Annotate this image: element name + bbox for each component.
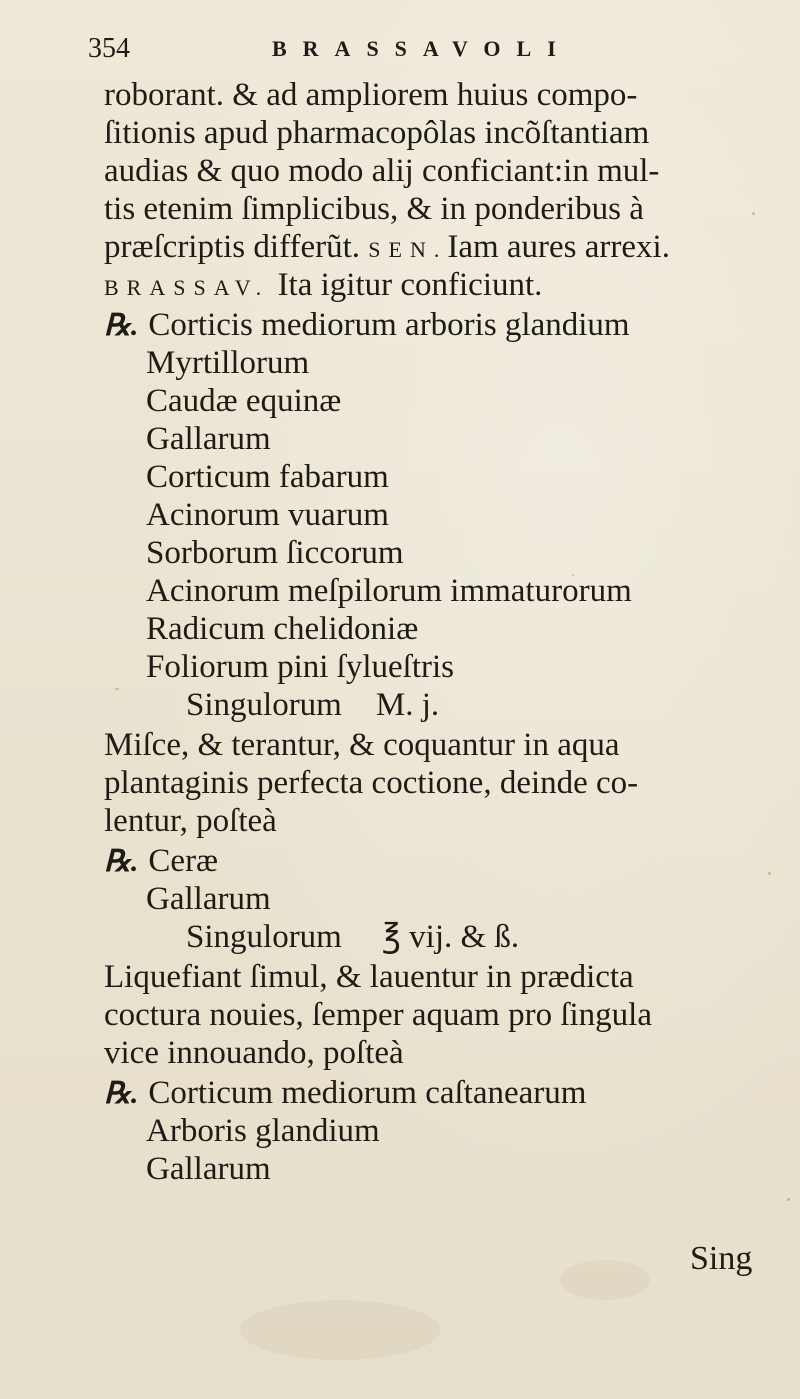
ingredient: Corticis mediorum arboris glandium	[148, 307, 630, 343]
dose-label: Singulorum	[186, 919, 342, 955]
ingredient: Corticum mediorum caſtanearum	[148, 1075, 587, 1111]
dose-label: Singulorum	[186, 687, 342, 723]
ingredient: Caudæ equinæ	[146, 383, 342, 419]
paper-foxing	[560, 1260, 650, 1300]
recipe-line	[104, 306, 630, 344]
text-line: lentur, poſteà	[104, 803, 277, 839]
ingredient: Acinorum vuarum	[146, 497, 389, 533]
ingredient: Ceræ	[148, 843, 219, 879]
running-head: BRASSAVOLI	[272, 36, 572, 61]
catchword: Sing	[690, 1240, 753, 1277]
ingredient: Gallarum	[146, 1151, 271, 1187]
ingredient: Corticum fabarum	[146, 459, 389, 495]
dose-value: ℥ vij. & ß.	[381, 919, 520, 955]
text-line: Miſce, & terantur, & coquantur in aqua	[104, 727, 620, 763]
ingredient: Gallarum	[146, 881, 271, 917]
text-line: tis etenim ſimplicibus, & in ponderibus à	[104, 191, 644, 227]
recipe-icon: ℞.	[104, 845, 139, 878]
ingredient: Acinorum meſpilorum immaturorum	[146, 573, 632, 609]
text-line	[104, 266, 542, 304]
ingredient: Arboris glandium	[146, 1113, 380, 1149]
page-number: 354	[88, 33, 130, 64]
text-line: plantaginis perfecta coctione, deinde co-	[104, 765, 639, 801]
ingredient: Radicum chelidoniæ	[146, 611, 419, 647]
paper-speck	[572, 574, 574, 576]
text-line: ſitionis apud pharmacopôlas incõſtantiam	[104, 115, 650, 151]
paper-speck	[768, 872, 771, 875]
text-fragment: præſcriptis differũt.	[104, 229, 361, 265]
speaker-sen: SEN.	[368, 237, 448, 262]
speaker-brassavolus: BRASSAV.	[104, 275, 270, 300]
text-line: roborant. & ad ampliorem huius compo-	[104, 77, 638, 113]
text-line	[104, 228, 670, 266]
text-line: audias & quo modo alij conficiant:in mul-	[104, 153, 660, 189]
speech-text: Ita igitur conficiunt.	[277, 267, 543, 303]
ingredient: Myrtillorum	[146, 345, 310, 381]
ingredient: Gallarum	[146, 421, 271, 457]
text-line: coctura nouies, ſemper aquam pro ſingula	[104, 997, 652, 1033]
paper-speck	[752, 212, 755, 215]
paper-speck	[787, 1198, 790, 1201]
dose-value: M. j.	[375, 687, 440, 723]
paper-foxing	[240, 1300, 440, 1360]
recipe-line	[104, 842, 218, 880]
speech-text: Iam aures arrexi.	[447, 229, 670, 265]
text-line: vice innouando, poſteà	[104, 1035, 404, 1071]
recipe-icon: ℞.	[104, 309, 139, 342]
ingredient: Sorborum ſiccorum	[146, 535, 404, 571]
text-line: Liquefiant ſimul, & lauentur in prædicta	[104, 959, 634, 995]
dose-line	[186, 918, 519, 956]
page-header	[88, 33, 728, 73]
ingredient: Foliorum pini ſylueſtris	[146, 649, 455, 685]
paper-speck	[115, 688, 119, 690]
dose-line	[186, 686, 439, 724]
recipe-icon: ℞.	[104, 1077, 139, 1110]
recipe-line	[104, 1074, 586, 1112]
